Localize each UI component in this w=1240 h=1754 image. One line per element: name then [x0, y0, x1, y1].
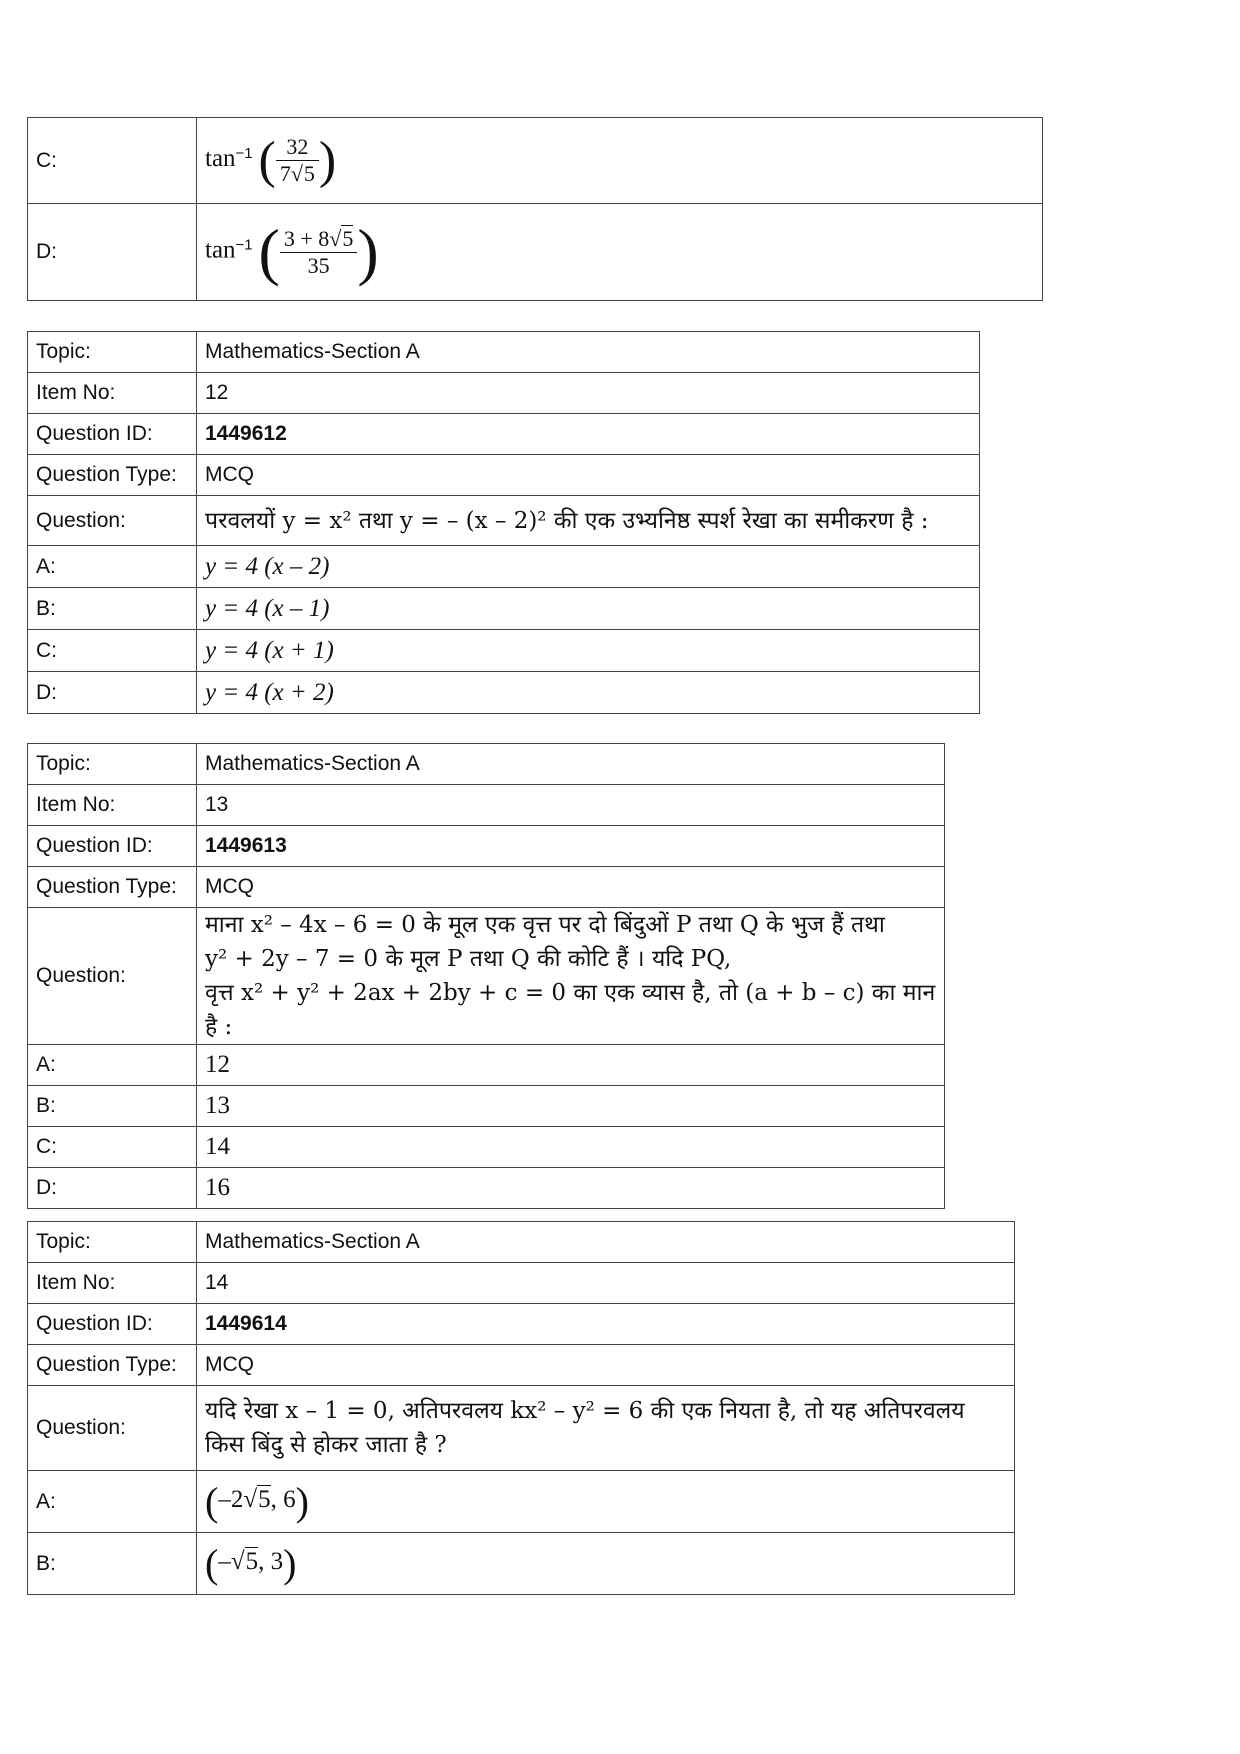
coord-post: , 6 — [270, 1486, 296, 1514]
fraction: $\frac{3 + 8√5}{35}$ — [280, 226, 358, 279]
topic-value: Mathematics-Section A — [197, 332, 980, 373]
item-no-value: 13 — [197, 785, 945, 826]
question-line: किस बिंदु से होकर जाता है ? — [205, 1432, 447, 1458]
table-row — [28, 588, 980, 630]
inverse-sup: −1 — [235, 236, 253, 254]
option-b-value: 13 — [197, 1086, 945, 1127]
question-12-table — [27, 331, 980, 714]
coord-radicand: 5 — [245, 1548, 259, 1576]
table-row — [28, 785, 945, 826]
question-label: Question: — [28, 496, 197, 546]
table-row — [28, 546, 980, 588]
table-row — [28, 1086, 945, 1127]
question-id-value: 1449613 — [197, 826, 945, 867]
table-row — [28, 118, 1043, 204]
item-no-value: 14 — [197, 1263, 1015, 1304]
item-no-label: Item No: — [28, 785, 197, 826]
table-row — [28, 414, 980, 455]
fraction: $\frac{32}{7√5}$ — [276, 134, 319, 187]
option-a-label: A: — [28, 546, 197, 588]
table-row — [28, 332, 980, 373]
topic-value: Mathematics-Section A — [197, 1222, 1015, 1263]
option-b-label: B: — [28, 1533, 197, 1595]
table-row — [28, 744, 945, 785]
option-a-value: (–2√5, 6) — [197, 1471, 1015, 1533]
question-id-label: Question ID: — [28, 826, 197, 867]
den-radicand: 5 — [303, 161, 315, 186]
num-radicand: 5 — [342, 225, 354, 251]
table-row — [28, 1386, 1015, 1471]
coord-radicand: 5 — [258, 1486, 271, 1514]
question-id-value: 1449614 — [197, 1304, 1015, 1345]
item-no-label: Item No: — [28, 373, 197, 414]
question-line: वृत्त x² + y² + 2ax + 2by + c = 0 का एक व्यास है, तो (a + b – c) का मान है : — [205, 980, 936, 1040]
question-line: y² + 2y – 7 = 0 के मूल P तथा Q की कोटि हैं । यदि PQ, — [205, 946, 732, 972]
table-row — [28, 826, 945, 867]
table-row — [28, 455, 980, 496]
den-coef: 7 — [279, 161, 291, 186]
option-a-value: 12 — [197, 1045, 945, 1086]
option-c-value: y = 4 (x + 1) — [197, 630, 980, 672]
option-c-label: C: — [28, 630, 197, 672]
question-id-label: Question ID: — [28, 414, 197, 455]
option-b-label: B: — [28, 588, 197, 630]
topic-value: Mathematics-Section A — [197, 744, 945, 785]
option-b-value: (–√5, 3) — [197, 1533, 1015, 1595]
option-b-label: B: — [28, 1086, 197, 1127]
prev-question-table — [27, 117, 1043, 301]
table-row — [28, 1168, 945, 1209]
option-c-label: C: — [28, 1127, 197, 1168]
question-text: परवलयों y = x² तथा y = – (x – 2)² की एक उभ्यनिष्ठ स्पर्श रेखा का समीकरण है : — [197, 496, 980, 546]
question-type-value: MCQ — [197, 1345, 1015, 1386]
item-no-label: Item No: — [28, 1263, 197, 1304]
coord-pre: –2 — [218, 1486, 244, 1514]
table-row — [28, 867, 945, 908]
question-14-table — [27, 1221, 1015, 1595]
table-row — [28, 1471, 1015, 1533]
topic-label: Topic: — [28, 744, 197, 785]
coord-pre: – — [218, 1548, 231, 1576]
denominator: 35 — [307, 252, 330, 278]
option-a-label: A: — [28, 1471, 197, 1533]
option-c-value: 14 — [197, 1127, 945, 1168]
num-pre: 3 + 8 — [283, 225, 330, 251]
option-a-value: y = 4 (x – 2) — [197, 546, 980, 588]
question-id-value: 1449612 — [197, 414, 980, 455]
question-type-label: Question Type: — [28, 867, 197, 908]
table-row — [28, 908, 945, 1045]
question-line: यदि रेखा x – 1 = 0, अतिपरवलय kx² – y² = 6 की एक नियता है, तो यह अतिपरवलय — [205, 1398, 965, 1424]
question-line: माना x² – 4x – 6 = 0 के मूल एक वृत्त पर दो बिंदुओं P तथा Q के भुज हैं तथा — [205, 912, 885, 938]
question-id-label: Question ID: — [28, 1304, 197, 1345]
table-row — [28, 1222, 1015, 1263]
option-d-label: D: — [28, 204, 197, 301]
table-row — [28, 1533, 1015, 1595]
question-type-label: Question Type: — [28, 1345, 197, 1386]
table-row — [28, 373, 980, 414]
option-c-label: C: — [28, 118, 197, 204]
option-d-value: 16 — [197, 1168, 945, 1209]
option-a-label: A: — [28, 1045, 197, 1086]
topic-label: Topic: — [28, 332, 197, 373]
question-13-table — [27, 743, 945, 1209]
option-c-value: $\tan^{-1}$ ( $\frac{32}{7√5}$ ) — [197, 118, 1043, 204]
table-row — [28, 672, 980, 714]
question-text — [197, 908, 945, 1045]
tan-fn: tan — [205, 145, 236, 173]
option-d-label: D: — [28, 672, 197, 714]
inverse-sup: −1 — [235, 145, 253, 163]
table-row — [28, 1127, 945, 1168]
question-label: Question: — [28, 1386, 197, 1471]
table-row — [28, 1045, 945, 1086]
table-row — [28, 630, 980, 672]
coord-post: , 3 — [258, 1548, 284, 1576]
question-type-value: MCQ — [197, 867, 945, 908]
numerator: 32 — [276, 134, 319, 161]
question-label: Question: — [28, 908, 197, 1045]
table-row — [28, 1304, 1015, 1345]
question-text — [197, 1386, 1015, 1471]
table-row — [28, 204, 1043, 301]
option-d-value: $\tan^{-1}$ ( $\frac{3 + 8√5}{35}$ ) — [197, 204, 1043, 301]
table-row — [28, 496, 980, 546]
tan-fn: tan — [205, 236, 236, 264]
option-d-value: y = 4 (x + 2) — [197, 672, 980, 714]
table-row — [28, 1263, 1015, 1304]
question-type-value: MCQ — [197, 455, 980, 496]
table-row — [28, 1345, 1015, 1386]
option-d-label: D: — [28, 1168, 197, 1209]
item-no-value: 12 — [197, 373, 980, 414]
option-b-value: y = 4 (x – 1) — [197, 588, 980, 630]
topic-label: Topic: — [28, 1222, 197, 1263]
question-type-label: Question Type: — [28, 455, 197, 496]
